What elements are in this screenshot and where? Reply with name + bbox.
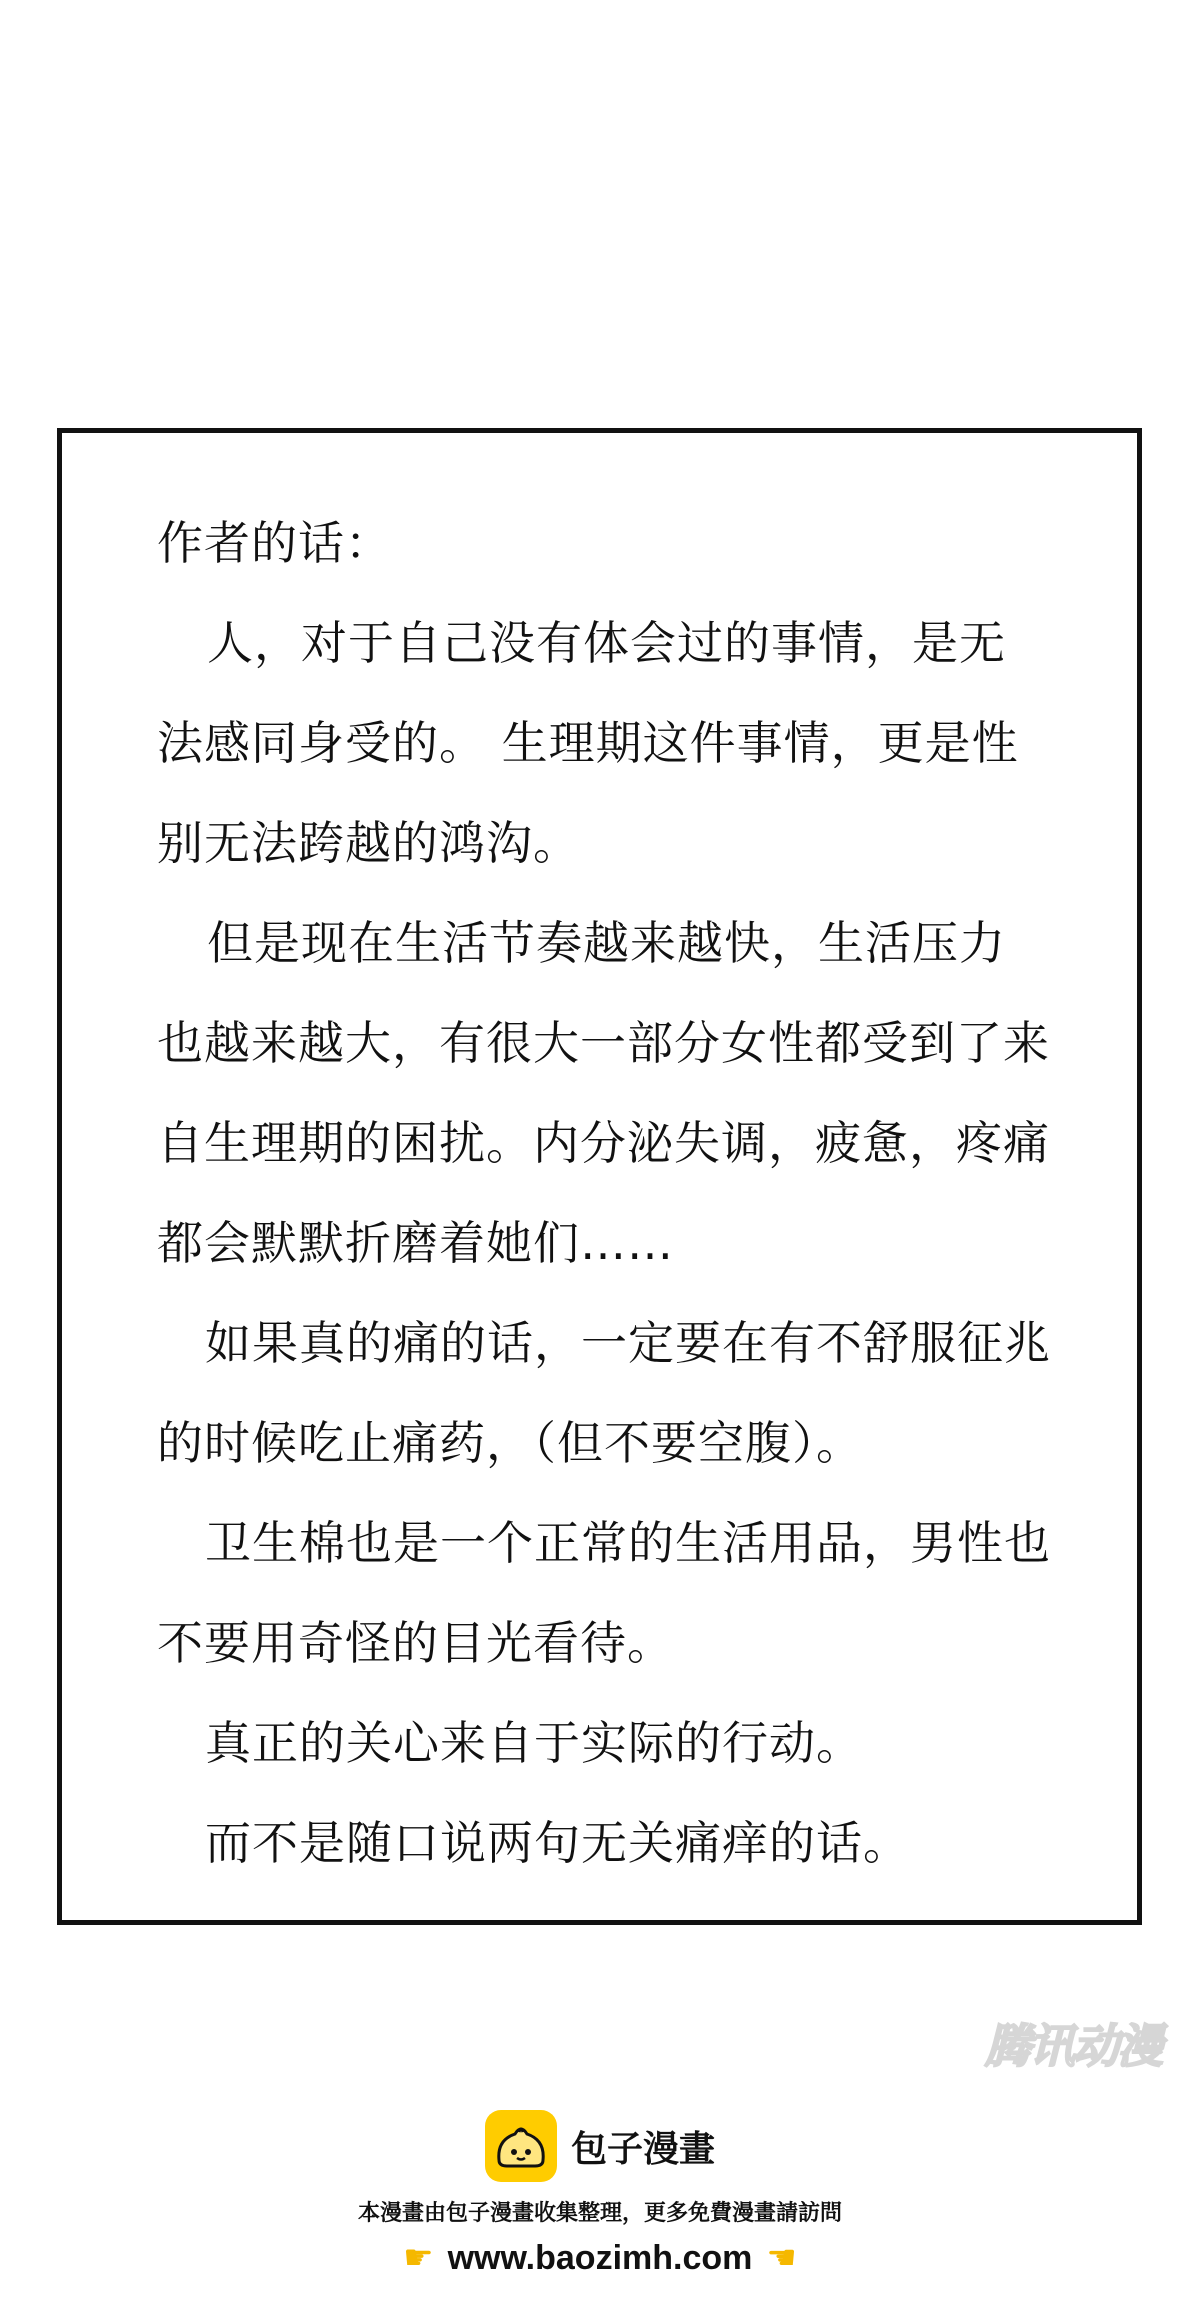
note-line: 别无法跨越的鸿沟。 — [157, 816, 580, 870]
publisher-watermark: 腾讯动漫 — [985, 2019, 1161, 2073]
note-line: 也越来越大，有很大一部分女性都受到了来 — [157, 1016, 1050, 1070]
note-line: 不要用奇怪的目光看待。 — [157, 1616, 674, 1670]
note-line: 真正的关心来自于实际的行动。 — [205, 1716, 863, 1770]
author-note-text — [157, 493, 1117, 1893]
brand-row[interactable] — [0, 2110, 1200, 2182]
site-url-row[interactable] — [0, 2234, 1200, 2282]
pointing-hand-right-icon: ☛ — [403, 2238, 434, 2278]
pointing-hand-left-icon: ☚ — [766, 2238, 797, 2278]
note-line: 都会默默折磨着她们…… — [157, 1216, 674, 1270]
note-line: 自生理期的困扰。内分泌失调，疲惫，疼痛 — [157, 1116, 1050, 1170]
note-line: 的时候吃止痛药，（但不要空腹）。 — [157, 1416, 863, 1470]
bun-logo-icon — [485, 2110, 557, 2182]
author-note-panel — [57, 428, 1142, 1925]
note-line: 如果真的痛的话，一定要在有不舒服征兆 — [205, 1316, 1051, 1370]
note-line: 卫生棉也是一个正常的生活用品，男性也 — [205, 1516, 1051, 1570]
site-footer — [0, 2110, 1200, 2300]
note-line: 人，对于自己没有体会过的事情，是无 — [207, 616, 1006, 670]
note-line: 但是现在生活节奏越来越快，生活压力 — [207, 916, 1006, 970]
site-url-link[interactable]: www.baozimh.com — [447, 2238, 753, 2277]
promo-text: 本漫畫由包子漫畫收集整理，更多免費漫畫請訪問 — [357, 2201, 842, 2226]
brand-name: 包子漫畫 — [570, 2128, 715, 2170]
note-line: 而不是随口说两句无关痛痒的话。 — [205, 1816, 910, 1870]
note-title: 作者的话： — [157, 516, 392, 570]
note-line: 法感同身受的。 生理期这件事情，更是性 — [157, 716, 1019, 770]
